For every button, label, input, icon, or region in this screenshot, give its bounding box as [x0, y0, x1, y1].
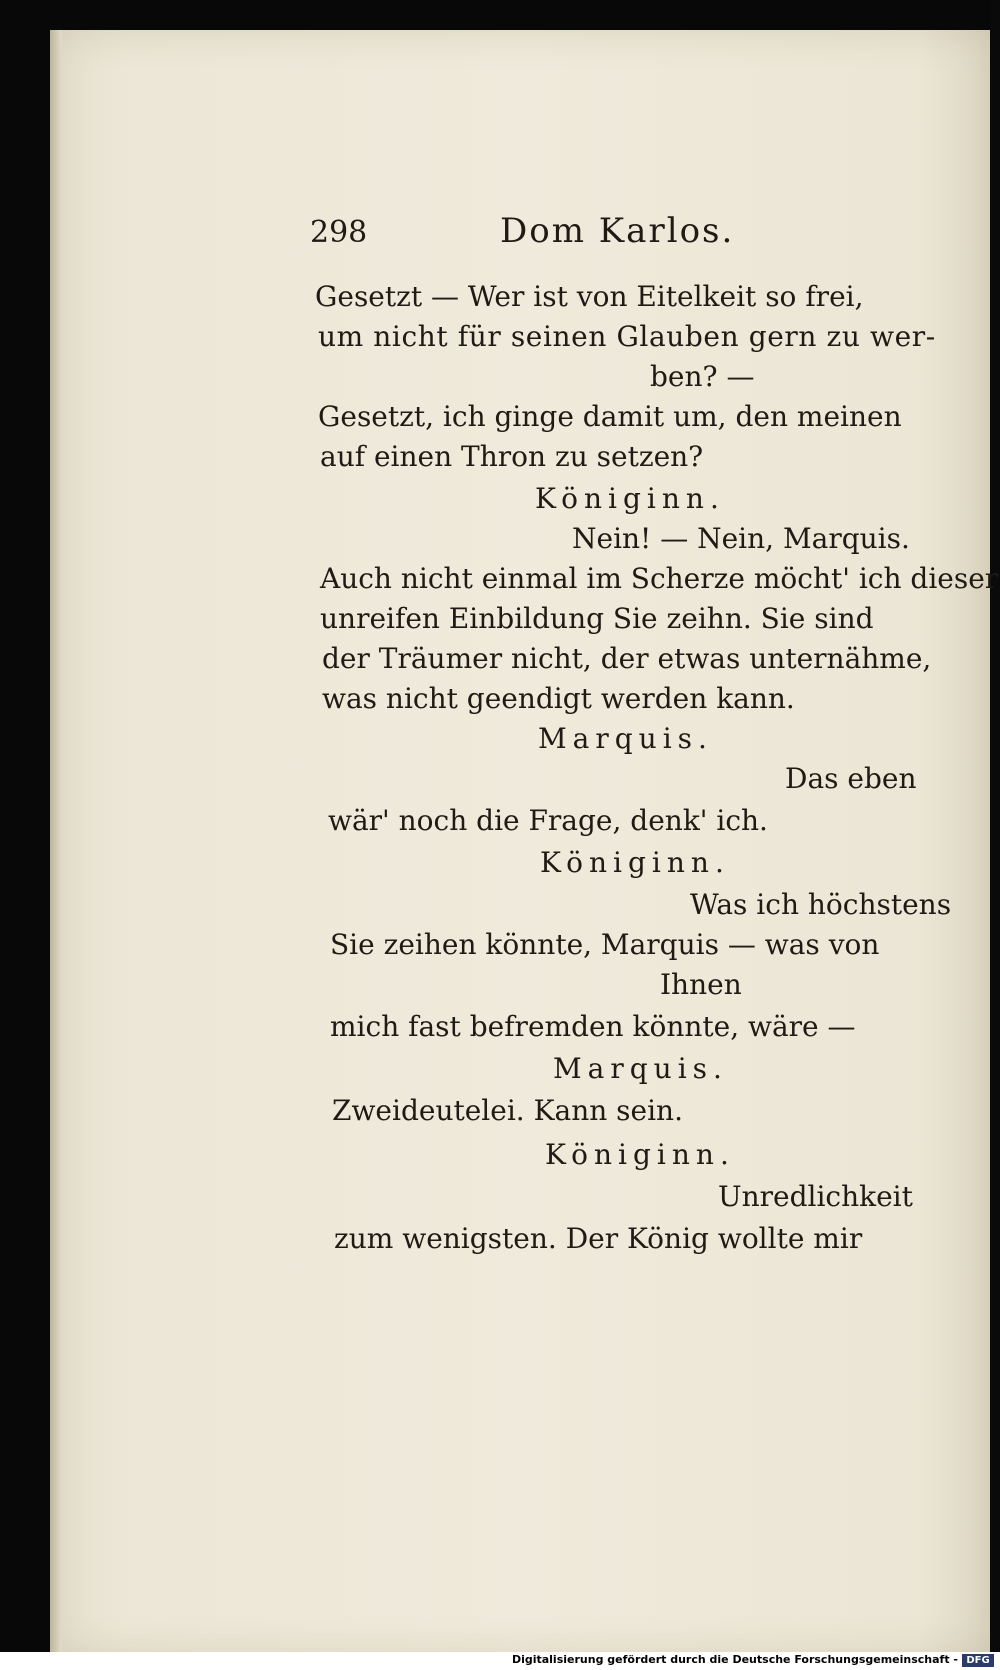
- text-line: Das eben: [785, 762, 917, 795]
- speaker-name: Marquis.: [538, 722, 713, 755]
- text-line: zum wenigsten. Der König wollte mir: [334, 1222, 863, 1255]
- text-line: Zweideutelei. Kann sein.: [332, 1094, 683, 1127]
- text-line: Auch nicht einmal im Scherze möcht' ich dieser: [320, 562, 999, 595]
- text-line: ben? —: [650, 360, 755, 393]
- speaker-name: Königinn.: [540, 846, 730, 879]
- speaker-name: Königinn.: [535, 482, 725, 515]
- text-line: Nein! — Nein, Marquis.: [572, 522, 910, 555]
- funding-credit: Digitalisierung gefördert durch die Deutsche Forschungsgemeinschaft -: [511, 1653, 958, 1666]
- text-line: was nicht geendigt werden kann.: [322, 682, 795, 715]
- text-line: mich fast befremden könnte, wäre —: [330, 1010, 856, 1043]
- text-line: Was ich höchstens: [690, 888, 952, 921]
- dfg-logo: DFG: [962, 1654, 994, 1667]
- speaker-name: Königinn.: [545, 1138, 735, 1171]
- page-header: [310, 211, 870, 255]
- page-number: 298: [310, 215, 368, 250]
- text-line: der Träumer nicht, der etwas unternähme,: [322, 642, 932, 675]
- footer-bar: [0, 1652, 1000, 1670]
- text-line: auf einen Thron zu setzen?: [320, 440, 704, 473]
- text-line: Gesetzt — Wer ist von Eitelkeit so frei,: [315, 280, 864, 313]
- running-title: Dom Karlos.: [500, 211, 735, 251]
- text-line: Unredlichkeit: [718, 1180, 913, 1213]
- text-line: Ihnen: [660, 968, 742, 1001]
- text-line: Sie zeihen könnte, Marquis — was von: [330, 928, 880, 961]
- speaker-name: Marquis.: [553, 1052, 728, 1085]
- text-line: wär' noch die Frage, denk' ich.: [328, 804, 768, 837]
- text-line: um nicht für seinen Glauben gern zu wer-: [318, 320, 936, 353]
- text-line: Gesetzt, ich ginge damit um, den meinen: [318, 400, 902, 433]
- text-line: unreifen Einbildung Sie zeihn. Sie sind: [320, 602, 874, 635]
